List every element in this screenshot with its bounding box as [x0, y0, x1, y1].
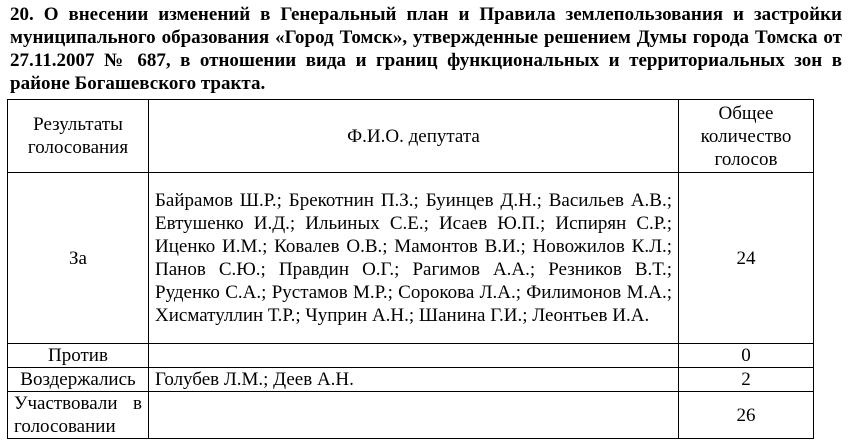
row-result: Участвовали в голосовании [8, 392, 149, 439]
row-count: 0 [679, 344, 814, 368]
row-names: Байрамов Ш.Р.; Брекотнин П.З.; Буинцев Д.Н.; Васильев А.В.; Евтушенко И.Д.; Ильиных С.Е.; Исаев Ю.П.; Испирян С.Р.; Иценко И.М.; Ковалев О.В.; Мамонтов В.И.; Новожилов К.Л.; Панов С.Ю.; Правдин О.Г.; Рагимов А.А.; Резников В.Т.; Руденко С.А.; Рустамов М.Р.; Сорокова Л.А.; Филимонов М.А.; Хисматуллин Т.Р.; Чуприн А.Н.; Шанина Г.И.; Леонтьев И.А. [149, 173, 679, 344]
row-result: За [8, 173, 149, 344]
table-row-for [8, 173, 814, 344]
row-result: Воздержались [8, 368, 149, 392]
voting-results-table [7, 99, 814, 439]
header-names: Ф.И.О. депутата [149, 100, 679, 173]
item-heading: 20. О внесении изменений в Генеральный план и Правила землепользования и застройки муниципального образования «Город Томск», утвержденные решением Думы города Томска от 27.11.2007 № 687, в отношении вида и границ функциональных и территориальных зон в районе Богашевского тракта. [10, 4, 842, 94]
header-count: Общее количество голосов [679, 100, 814, 173]
row-result: Против [8, 344, 149, 368]
row-count: 26 [679, 392, 814, 439]
table-row-abstained [8, 368, 814, 392]
header-result: Результаты голосования [8, 100, 149, 173]
table-row-participated [8, 392, 814, 439]
table-row-against [8, 344, 814, 368]
row-count: 2 [679, 368, 814, 392]
row-names [149, 344, 679, 368]
row-count: 24 [679, 173, 814, 344]
row-names: Голубев Л.М.; Деев А.Н. [149, 368, 679, 392]
row-names [149, 392, 679, 439]
table-header-row [8, 100, 814, 173]
